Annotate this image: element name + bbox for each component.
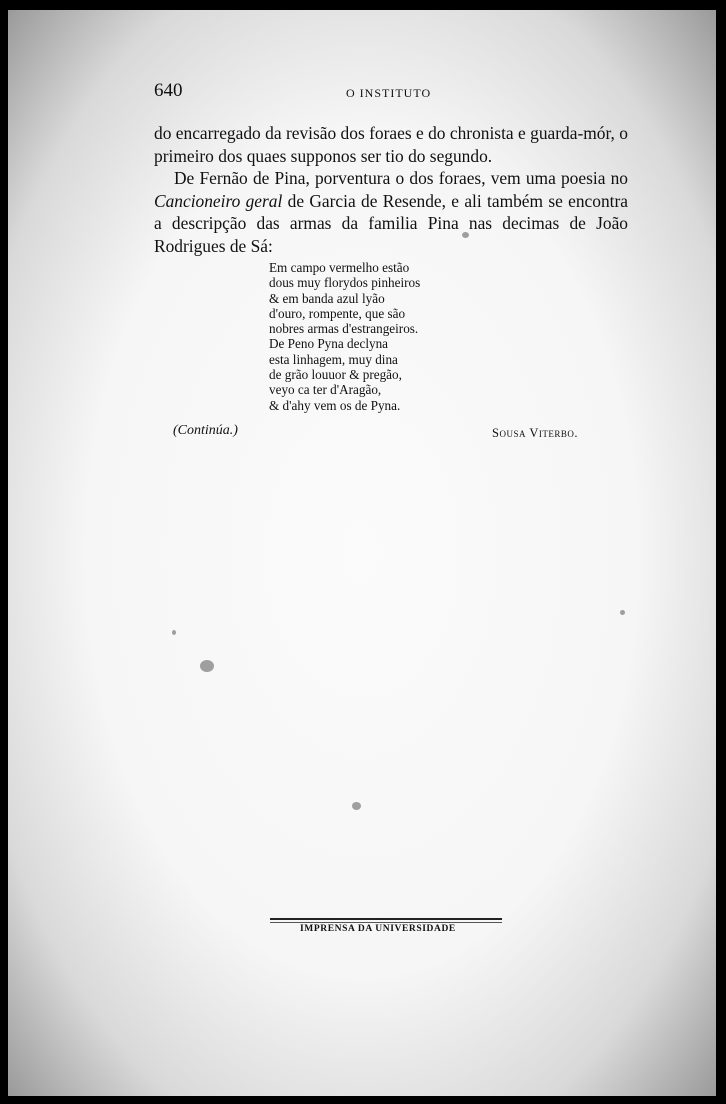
- paragraph-text: de Garcia de Resende, e ali também se encontra a descripção das armas da familia Pina nas decimas de João Rodrigues de Sá:: [154, 190, 629, 256]
- footer-rule: [270, 918, 502, 920]
- scan-speck: [172, 630, 176, 635]
- poem-line: veyo ca ter d'Aragão,: [269, 382, 382, 398]
- running-title: O INSTITUTO: [346, 86, 432, 100]
- poem-line: dous muy florydos pinheiros: [269, 275, 421, 291]
- poem-line: Em campo vermelho estão: [269, 260, 410, 275]
- scan-speck: [620, 610, 625, 615]
- poem-line: de grão louuor & pregão,: [269, 367, 402, 383]
- poem-line: d'ouro, rompente, que são: [269, 305, 406, 321]
- poem-line: De Peno Pyna declyna: [269, 336, 389, 352]
- paragraph: do encarregado da revisão dos foraes e do chronista e guarda-mór, o primeiro dos quaes supponos ser tio do segundo.: [154, 123, 628, 166]
- scanned-page: [8, 10, 716, 1096]
- continued-note: (Continúa.): [173, 423, 238, 438]
- scan-speck: [200, 660, 214, 672]
- poem-quotation: [269, 260, 509, 413]
- scan-speck: [352, 802, 361, 810]
- poem-line: nobres armas d'estrangeiros.: [269, 321, 419, 337]
- poem-line: esta linhagem, muy dina: [269, 351, 398, 367]
- body-text: [154, 122, 628, 258]
- paragraph: [154, 167, 628, 257]
- page-number: 640: [154, 80, 183, 101]
- poem-line: & em banda azul lyão: [269, 290, 385, 306]
- footer-rule-thin: [270, 922, 502, 923]
- book-title: Cancioneiro geral: [154, 190, 283, 211]
- printer-imprint: IMPRENSA DA UNIVERSIDADE: [300, 924, 456, 934]
- page-header: [154, 80, 624, 104]
- poem-line: & d'ahy vem os de Pyna.: [269, 397, 401, 413]
- paragraph-text: De Fernão de Pina, porventura o dos foraes, vem uma poesia no: [174, 168, 628, 189]
- author-signature: Sousa Viterbo.: [492, 426, 579, 440]
